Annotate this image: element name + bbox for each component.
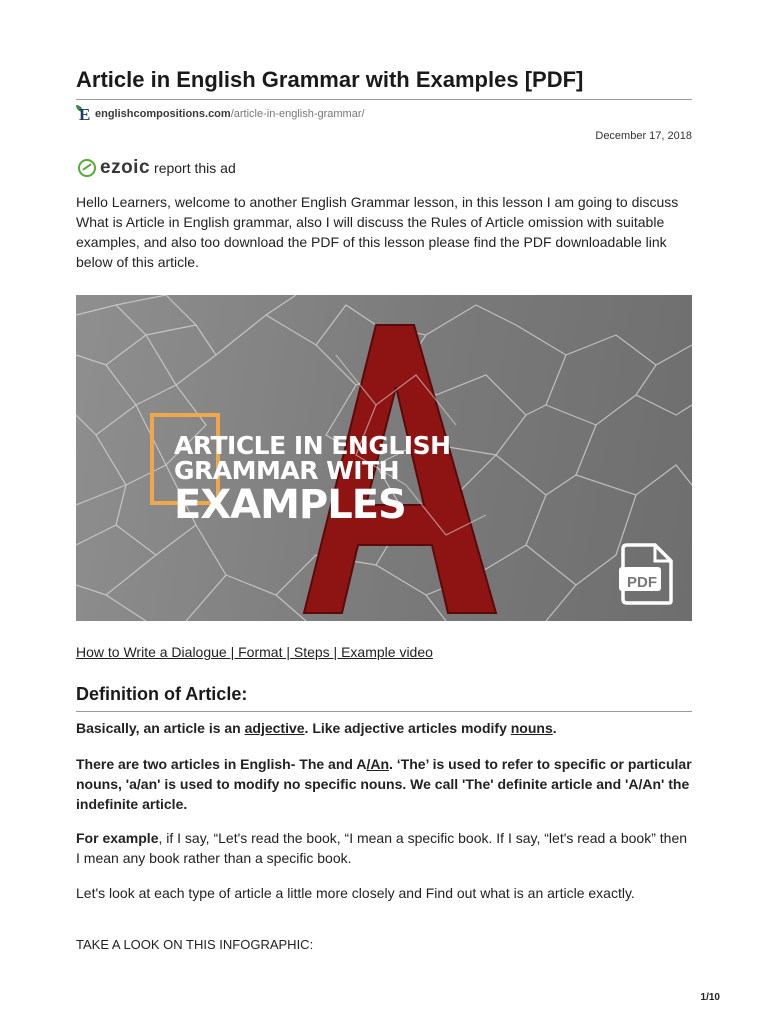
source-path[interactable]: /article-in-english-grammar/ [230, 108, 365, 120]
infographic-caption: TAKE A LOOK ON THIS INFOGRAPHIC: [76, 937, 314, 952]
page-title: Article in English Grammar with Examples [PDF] [76, 66, 692, 100]
publish-date: December 17, 2018 [595, 130, 692, 142]
hero-title [174, 431, 451, 528]
definition-p2-text-b: . ‘The’ is used to refer to specific or particular nouns, 'a/an' is used to modify no specific nouns. We call 'The' definite article and 'A/An' the indefinite article. [76, 756, 692, 812]
definition-p1-text-c: . [552, 720, 557, 736]
hero-title-line2: GRAMMAR WITH [174, 456, 400, 485]
definition-heading: Definition of Article: [76, 684, 692, 712]
video-link[interactable]: How to Write a Dialogue | Format | Steps | Example video [76, 644, 433, 660]
closer-look-paragraph: Let's look at each type of article a little more closely and Find out what is an article exactly. [76, 885, 635, 901]
ezoic-brand: ezoic [100, 157, 151, 178]
nouns-link[interactable]: nouns [510, 720, 553, 736]
page-number: 1/10 [700, 992, 720, 1003]
example-paragraph [76, 828, 692, 868]
example-text: , if I say, “Let's read the book, “I mean a specific book. If I say, “let's read a book” then I mean any book rather than a specific book. [76, 830, 688, 866]
an-link[interactable]: /An [366, 756, 389, 772]
ezoic-logo-icon [78, 159, 96, 177]
definition-p2-text-a: There are two articles in English- The and A [76, 756, 367, 772]
hero-title-line1: ARTICLE IN ENGLISH [174, 431, 451, 460]
hero-title-line3: EXAMPLES [174, 482, 406, 528]
source-line [76, 105, 365, 123]
adjective-link[interactable]: adjective [244, 720, 305, 736]
intro-paragraph: Hello Learners, welcome to another English Grammar lesson, in this lesson I am going to discuss What is Article in English grammar, also I will discuss the Rules of Article omission with suitable examples, and also too download the PDF of this lesson please find the PDF downloadable link below of this article. [76, 194, 679, 270]
example-label: For example [76, 830, 159, 846]
ad-report-bar [78, 158, 236, 178]
site-logo-icon: E [76, 105, 94, 123]
definition-paragraph-2 [76, 754, 692, 814]
hero-image [76, 295, 692, 621]
definition-p1-text-b: . Like adjective articles modify [304, 720, 511, 736]
pdf-label: PDF [627, 574, 657, 591]
definition-paragraph-1 [76, 718, 692, 738]
source-domain[interactable]: englishcompositions.com [95, 108, 231, 120]
definition-p1-text-a: Basically, an article is an [76, 720, 245, 736]
report-ad-link[interactable]: report this ad [154, 160, 236, 176]
